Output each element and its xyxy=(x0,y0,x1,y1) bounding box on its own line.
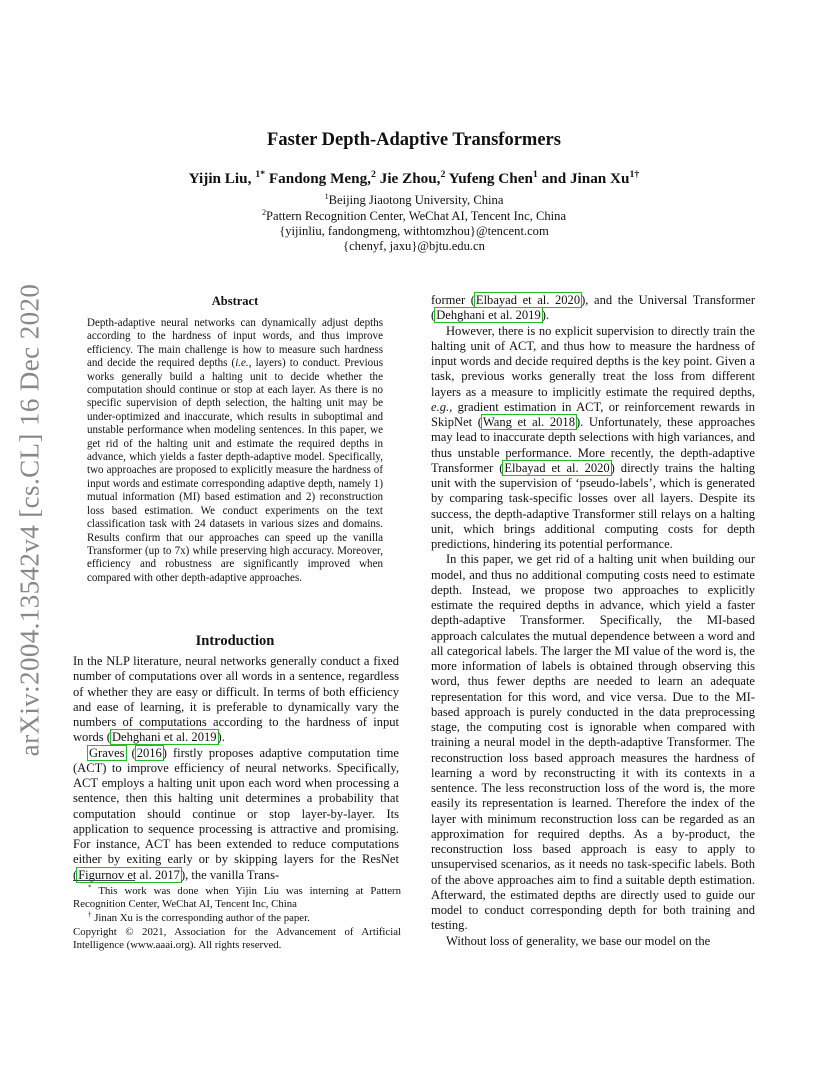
citation-link[interactable]: Figurnov et al. 2017 xyxy=(78,867,180,882)
affiliation-mark: 2 xyxy=(261,207,267,217)
author-name: and Jinan Xu xyxy=(541,170,630,187)
author-emails-2: {chenyf, jaxu}@bjtu.edu.cn xyxy=(343,239,485,253)
author-affiliation-mark: 1* xyxy=(255,168,266,180)
author-name: Yijin Liu, xyxy=(188,170,252,187)
citation-link[interactable]: Wang et al. 2018 xyxy=(482,415,575,429)
affiliation-mark: 1 xyxy=(324,191,329,201)
affiliation-1 xyxy=(0,192,828,209)
footnotes xyxy=(73,885,401,953)
author-emails-1: {yijinliu, fandongmeng, withtomzhou}@tencent.com xyxy=(279,224,549,238)
author-list xyxy=(0,170,828,188)
intro-paragraph: In the NLP literature, neural networks generally conduct a fixed number of computations over all words in a sentence, regardless of whether they are easy or difficult. In terms of both efficiency and ease of learning, it is preferable to dynamically vary the numbers of computations according to the hardness of input words (Dehghani et al. 2019). xyxy=(73,654,399,745)
author-affiliation-mark: 1 xyxy=(532,168,538,180)
author-name: Fandong Meng, xyxy=(268,170,371,187)
citation-link[interactable]: 2016 xyxy=(136,745,162,760)
body-paragraph: However, there is no explicit supervision to directly train the halting unit of ACT, and thus how to measure the hardness of input words and decide required depths is the key point. Given a task, previous works generally treat the loss from different layers as a measure to implicitly estimate the required depths, e.g., gradient estimation in ACT, or reinforcement rewards in SkipNet (Wang et al. 2018). Unfortunately, these approaches may lead to inaccurate depth selections with high variances, and thus unstable performance. More recently, the depth-adaptive Transformer (Elbayad et al. 2020) directly trains the halting unit with the supervision of ‘pseudo-labels’, which is generated by comparing task-specific losses over all layers. Despite its success, the depth-adaptive Transformer still relays on a halting unit, which brings additional computing costs for depth predictions, hindering its potential performance. xyxy=(431,323,755,551)
affiliation-text: Beijing Jiaotong University, China xyxy=(328,193,504,207)
footnote: * This work was done when Yijin Liu was interning at Pattern Recognition Center, WeChat AI, Tencent Inc, China xyxy=(73,883,401,910)
body-paragraph: Without loss of generality, we base our model on the xyxy=(446,933,711,948)
paper-title: Faster Depth-Adaptive Transformers xyxy=(267,130,561,150)
arxiv-sidebar xyxy=(8,285,52,755)
citation-link[interactable]: Graves xyxy=(89,745,125,760)
citation-link[interactable]: Dehghani et al. 2019 xyxy=(111,730,217,745)
copyright-notice: Copyright © 2021, Association for the Advancement of Artificial Intelligence (www.aaai.org). All rights reserved. xyxy=(73,925,401,951)
citation-link[interactable]: Dehghani et al. 2019 xyxy=(436,308,541,323)
intro-paragraph: Graves (2016) firstly proposes adaptive computation time (ACT) to improve efficiency of neural networks. Specifically, ACT employs a halting unit upon each word when processing a sentence, then this halting unit determines a probability that computation should continue or stop layer-by-layer. Its application to sequence processing is attractive and promising. For instance, ACT has been extended to reduce computations either by exiting early or by skipping layers for the ResNet (Figurnov et al. 2017), the vanilla Trans- xyxy=(73,745,399,882)
introduction-heading: Introduction xyxy=(195,633,275,649)
footnote: † Jinan Xu is the corresponding author of the paper. xyxy=(88,910,310,924)
body-paragraph: former (Elbayad et al. 2020), and the Universal Transformer (Dehghani et al. 2019). xyxy=(431,293,756,323)
body-paragraph: In this paper, we get rid of a halting unit when building our model, and thus no additional computing costs need to estimate depth. Instead, we propose two approaches to explicitly estimate the required depths in advance, which yield a faster depth-adaptive Transformer. Specifically, the MI-based approach calculates the mutual dependence between a word and all categorical labels. The larger the MI value of the word is, the more information of labels is obtained through observing this word, thus fewer depths are needed to learn an adequate representation for this word, and vice versa. Due to the MI-based approach is purely conducted in the data preprocessing stage, the computing cost is ignorable when compared with training a neural model in the depth-adaptive Transformer. The reconstruction loss based approach measures the hardness of learning a word by reconstructing it with its contexts in a sentence. The less reconstruction loss of the word is, the more easily its representation is learned. Therefore the index of the layer with minimum reconstruction loss can be regarded as an approximation for required depths. As a by-product, the reconstruction loss based approach is easy to apply to unsupervised scenarios, as it needs no task-specific labels. Both of the above approaches aim to find a suitable depth estimation. Afterward, the estimated depths are directly used to guide our model to conduct corresponding depth for both training and testing. xyxy=(431,552,755,933)
left-column-body xyxy=(73,654,399,883)
author-affiliation-mark: 1† xyxy=(629,168,640,180)
author-affiliation-mark: 2 xyxy=(370,168,376,180)
author-affiliation-mark: 2 xyxy=(440,168,446,180)
citation-link[interactable]: Elbayad et al. 2020 xyxy=(504,460,610,475)
affiliation-text: Pattern Recognition Center, WeChat AI, Tencent Inc, China xyxy=(266,209,567,223)
right-column-body xyxy=(431,293,755,949)
author-name: Jie Zhou, xyxy=(379,170,441,187)
abstract-heading: Abstract xyxy=(211,294,259,308)
author-name: Yufeng Chen xyxy=(448,170,533,187)
abstract-body: Depth-adaptive neural networks can dynamically adjust depths according to the hardness of input words, and thus improve efficiency. The main challenge is how to measure such hardness and decide the required depths (i.e., layers) to conduct. Previous works generally build a halting unit to decide whether the computation should continue or stop at each layer. As there is no specific supervision of depth selection, the halting unit may be under-optimized and inaccurate, which results in suboptimal and unstable performance when modeling sentences. In this paper, we get rid of the halting unit and estimate the required depths in advance, which yields a faster depth-adaptive model. Specifically, two approaches are proposed to explicitly measure the hardness of input words and estimate corresponding adaptive depth, namely 1) mutual information (MI) based estimation and 2) reconstruction loss based estimation. We conduct experiments on the text classification task with 24 datasets in various sizes and domains. Results confirm that our approaches can speed up the vanilla Transformer (up to 7x) while preserving high accuracy. Moreover, efficiency and robustness are significantly improved when compared with other depth-adaptive approaches. xyxy=(87,317,383,584)
footnote-divider xyxy=(73,880,135,881)
arxiv-id: arXiv:2004.13542v4 [cs.CL] 16 Dec 2020 xyxy=(14,283,45,757)
citation-link[interactable]: Elbayad et al. 2020 xyxy=(475,293,581,307)
